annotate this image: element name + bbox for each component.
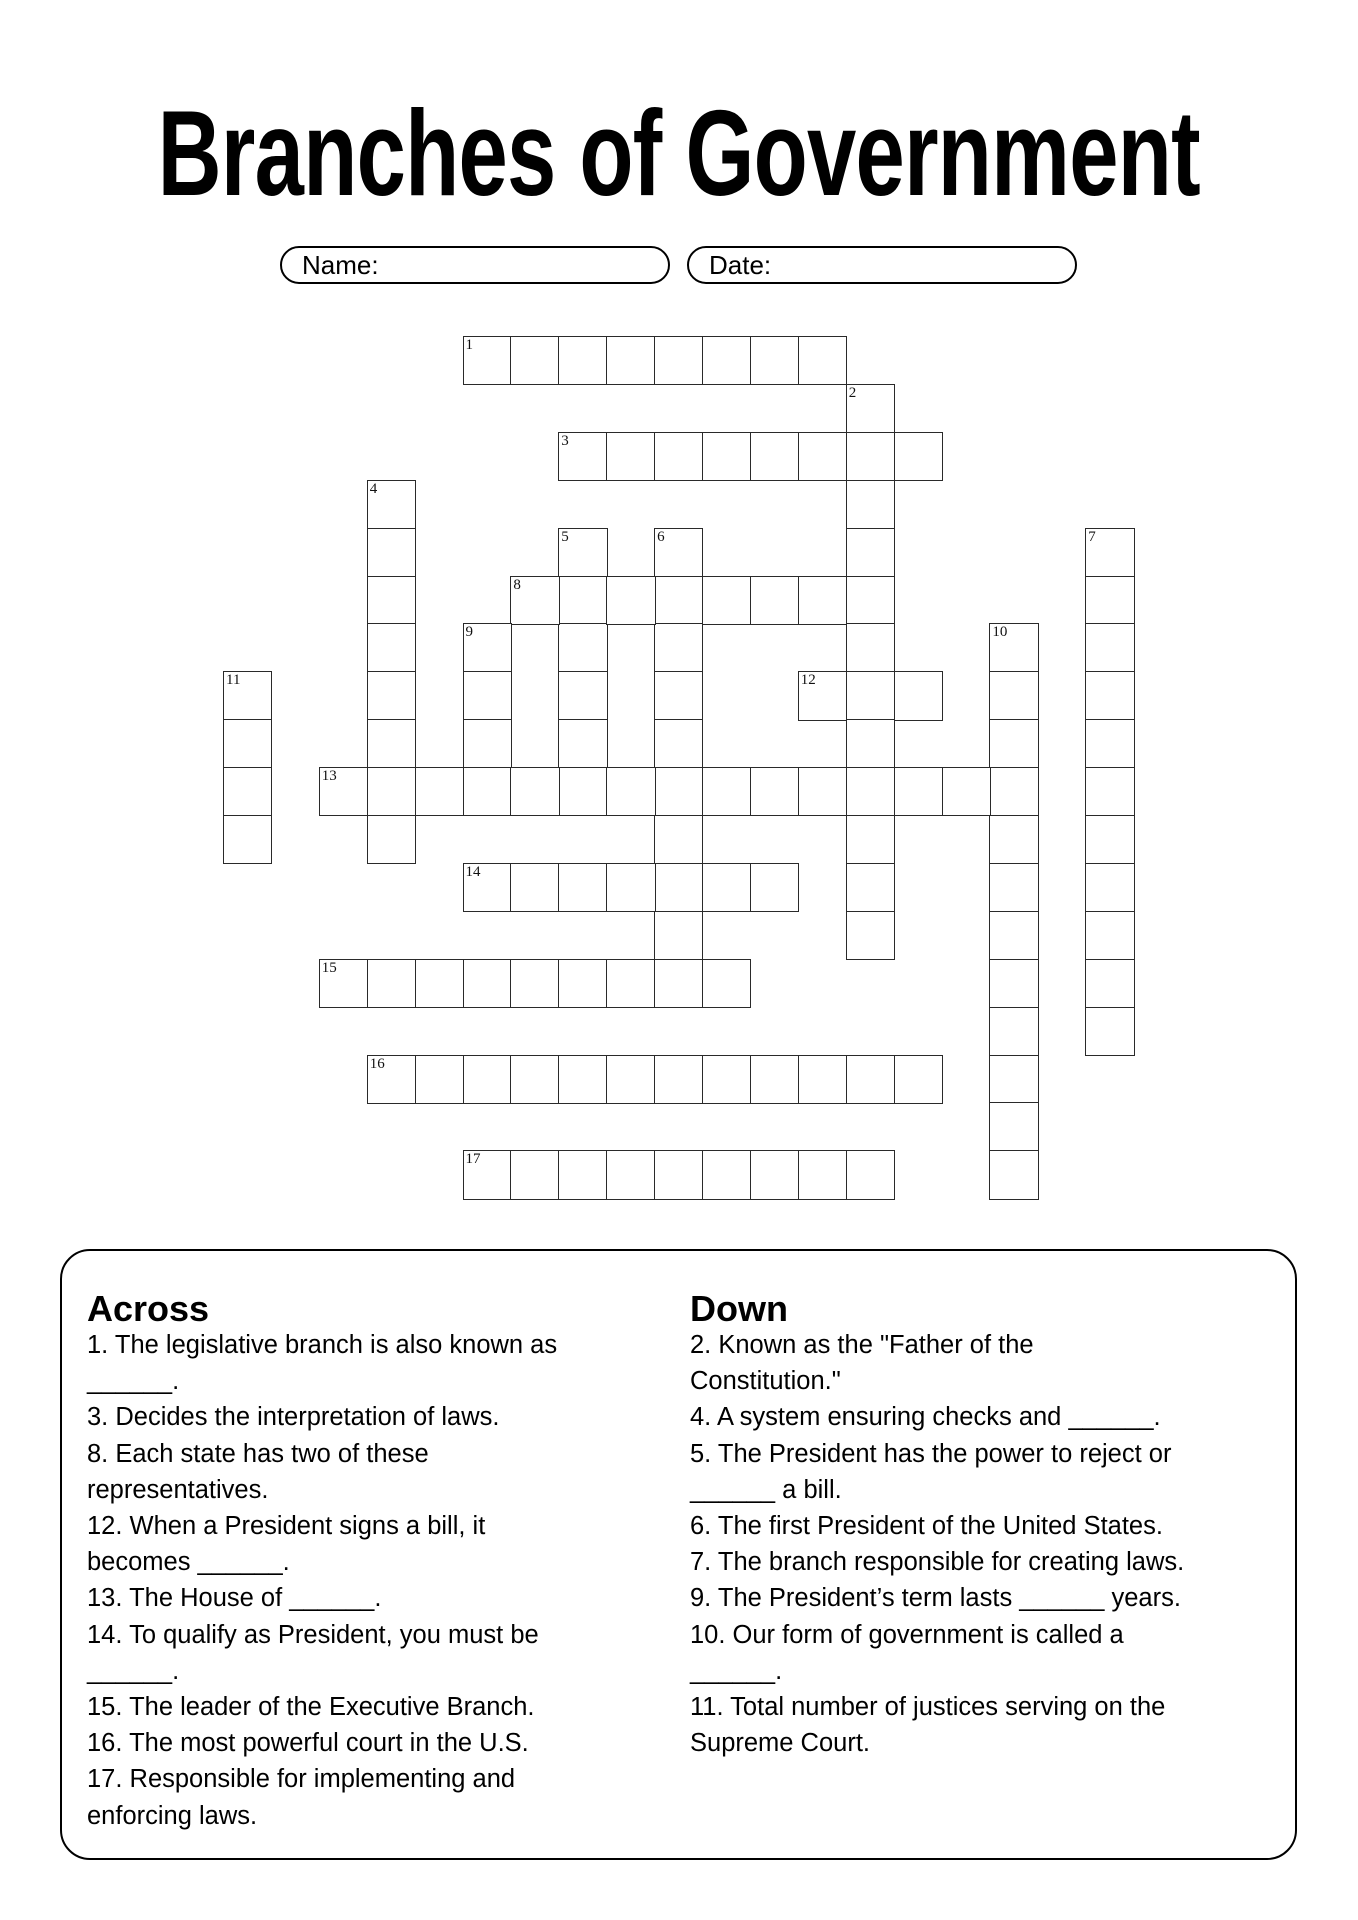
name-field[interactable] <box>280 246 670 284</box>
crossword-cell[interactable] <box>463 959 512 1008</box>
down-clue: 11. Total number of justices serving on the Supreme Court. <box>690 1693 1166 1758</box>
crossword-cell[interactable] <box>798 767 847 816</box>
crossword-cell[interactable] <box>702 863 751 912</box>
crossword-cell[interactable] <box>989 911 1038 960</box>
crossword-cell[interactable] <box>415 959 464 1008</box>
crossword-cell[interactable] <box>558 432 607 481</box>
clue-number: 15 <box>321 959 337 976</box>
crossword-cell[interactable] <box>558 719 607 768</box>
across-clue: 1. The legislative branch is also known as ______. <box>87 1331 558 1396</box>
crossword-cell[interactable] <box>558 1055 607 1104</box>
crossword-cell[interactable] <box>989 1102 1038 1151</box>
crossword-cell[interactable] <box>367 623 416 672</box>
clue-number: 7 <box>1088 528 1096 545</box>
down-clue: 10. Our form of government is called a ______. <box>690 1620 1124 1685</box>
crossword-cell[interactable] <box>846 623 895 672</box>
clue-number: 3 <box>561 432 569 449</box>
down-clue: 9. The President’s term lasts ______ years. <box>690 1584 1181 1613</box>
down-clue: 5. The President has the power to reject or ______ a bill. <box>690 1439 1172 1504</box>
crossword-cell[interactable] <box>510 336 559 385</box>
across-heading: Across <box>87 1288 210 1329</box>
crossword-cell[interactable] <box>558 863 607 912</box>
across-clue: 3. Decides the interpretation of laws. <box>87 1403 500 1432</box>
crossword-cell[interactable] <box>798 576 847 625</box>
crossword-cell[interactable] <box>1085 1007 1134 1056</box>
crossword-cell[interactable] <box>510 959 559 1008</box>
crossword-cell[interactable] <box>463 767 512 816</box>
crossword-cell[interactable] <box>510 863 559 912</box>
crossword-cell[interactable] <box>463 863 512 912</box>
crossword-cell[interactable] <box>223 767 272 816</box>
crossword-cell[interactable] <box>894 1055 943 1104</box>
crossword-cell[interactable] <box>798 432 847 481</box>
across-clue: 16. The most powerful court in the U.S. <box>87 1729 529 1758</box>
crossword-cell[interactable] <box>463 719 512 768</box>
crossword-cell[interactable] <box>367 480 416 529</box>
crossword-cell[interactable] <box>654 1150 703 1199</box>
crossword-cell[interactable] <box>606 959 655 1008</box>
crossword-cell[interactable] <box>989 1055 1038 1104</box>
crossword-cell[interactable] <box>846 432 895 481</box>
crossword-cell[interactable] <box>463 623 512 672</box>
crossword-cell[interactable] <box>1085 863 1134 912</box>
name-label: Name: <box>302 250 379 280</box>
crossword-cell[interactable] <box>750 576 799 625</box>
crossword-cell[interactable] <box>846 719 895 768</box>
crossword-cell[interactable] <box>367 1055 416 1104</box>
crossword-cell[interactable] <box>654 623 703 672</box>
crossword-cell[interactable] <box>654 911 703 960</box>
crossword-cell[interactable] <box>223 719 272 768</box>
crossword-cell[interactable] <box>846 1150 895 1199</box>
crossword-cell[interactable] <box>942 767 991 816</box>
clue-number: 1 <box>465 337 473 353</box>
crossword-cell[interactable] <box>463 1055 512 1104</box>
crossword-cell[interactable] <box>367 576 416 625</box>
down-clue: 6. The first President of the United States. <box>690 1512 1163 1541</box>
clue-number: 12 <box>800 672 816 689</box>
crossword-cell[interactable] <box>846 815 895 864</box>
crossword-cell[interactable] <box>606 1150 655 1199</box>
crossword-cell[interactable] <box>654 576 703 625</box>
crossword-cell[interactable] <box>606 1055 655 1104</box>
crossword-cell[interactable] <box>798 1150 847 1199</box>
crossword-cell[interactable] <box>1085 623 1134 672</box>
crossword-cell[interactable] <box>989 671 1038 720</box>
crossword-cell[interactable] <box>654 1055 703 1104</box>
clue-number: 10 <box>992 624 1008 641</box>
crossword-cell[interactable] <box>558 671 607 720</box>
across-clue: 8. Each state has two of these representatives. <box>87 1439 429 1504</box>
down-heading: Down <box>690 1288 788 1329</box>
crossword-cell[interactable] <box>846 576 895 625</box>
crossword-cell[interactable] <box>654 432 703 481</box>
crossword-cell[interactable] <box>989 863 1038 912</box>
crossword-cell[interactable] <box>846 480 895 529</box>
crossword-cell[interactable] <box>558 959 607 1008</box>
crossword-cell[interactable] <box>606 576 655 625</box>
across-clue: 15. The leader of the Executive Branch. <box>87 1693 535 1722</box>
crossword-cell[interactable] <box>750 767 799 816</box>
crossword-cell[interactable] <box>702 767 751 816</box>
crossword-cell[interactable] <box>846 671 895 720</box>
down-clue: 2. Known as the "Father of the Constitution." <box>690 1331 1034 1396</box>
down-clue-list <box>690 1327 1290 1761</box>
across-clue: 12. When a President signs a bill, it becomes ______. <box>87 1512 486 1577</box>
crossword-cell[interactable] <box>367 959 416 1008</box>
crossword-cell[interactable] <box>367 528 416 577</box>
crossword-cell[interactable] <box>367 767 416 816</box>
crossword-cell[interactable] <box>894 767 943 816</box>
crossword-cell[interactable] <box>510 576 559 625</box>
clue-number: 13 <box>321 768 337 785</box>
clue-number: 16 <box>369 1055 385 1072</box>
crossword-cell[interactable] <box>654 336 703 385</box>
crossword-cell[interactable] <box>558 336 607 385</box>
crossword-cell[interactable] <box>558 1150 607 1199</box>
clue-number: 17 <box>465 1151 481 1168</box>
crossword-cell[interactable] <box>1085 719 1134 768</box>
crossword-cell[interactable] <box>415 1055 464 1104</box>
crossword-cell[interactable] <box>558 623 607 672</box>
crossword-cell[interactable] <box>1085 767 1134 816</box>
crossword-cell[interactable] <box>894 671 943 720</box>
crossword-cell[interactable] <box>702 432 751 481</box>
crossword-cell[interactable] <box>510 1055 559 1104</box>
crossword-cell[interactable] <box>1085 911 1134 960</box>
crossword-cell[interactable] <box>558 576 607 625</box>
crossword-cell[interactable] <box>702 576 751 625</box>
crossword-cell[interactable] <box>367 671 416 720</box>
crossword-cell[interactable] <box>654 815 703 864</box>
crossword-cell[interactable] <box>606 767 655 816</box>
crossword-cell[interactable] <box>750 1150 799 1199</box>
clue-number: 4 <box>369 480 378 497</box>
crossword-cell[interactable] <box>846 384 895 433</box>
crossword-cell[interactable] <box>798 336 847 385</box>
crossword-cell[interactable] <box>319 767 368 816</box>
crossword-cell[interactable] <box>989 767 1038 816</box>
crossword-cell[interactable] <box>606 336 655 385</box>
crossword-cell[interactable] <box>367 815 416 864</box>
crossword-cell[interactable] <box>654 671 703 720</box>
crossword-cell[interactable] <box>702 336 751 385</box>
crossword-cell[interactable] <box>510 767 559 816</box>
crossword-cell[interactable] <box>654 767 703 816</box>
clue-number: 14 <box>465 863 481 880</box>
crossword-cell[interactable] <box>463 336 512 385</box>
crossword-cell[interactable] <box>989 719 1038 768</box>
crossword-cell[interactable] <box>415 767 464 816</box>
down-clue: 4. A system ensuring checks and ______. <box>690 1403 1161 1432</box>
title-wrapper <box>0 85 1358 221</box>
crossword-cell[interactable] <box>846 911 895 960</box>
across-clue: 14. To qualify as President, you must be ______. <box>87 1620 539 1685</box>
crossword-cell[interactable] <box>750 863 799 912</box>
crossword-cell[interactable] <box>750 432 799 481</box>
crossword-cell[interactable] <box>846 767 895 816</box>
crossword-cell[interactable] <box>989 959 1038 1008</box>
clue-number: 8 <box>513 576 521 593</box>
crossword-cell[interactable] <box>463 671 512 720</box>
crossword-cell[interactable] <box>846 528 895 577</box>
crossword-cell[interactable] <box>798 671 847 720</box>
crossword-cell[interactable] <box>558 767 607 816</box>
crossword-cell[interactable] <box>798 1055 847 1104</box>
crossword-cell[interactable] <box>702 1150 751 1199</box>
crossword-cell[interactable] <box>319 959 368 1008</box>
across-column <box>87 1289 677 1834</box>
crossword-cell[interactable] <box>1085 815 1134 864</box>
clue-box <box>60 1249 1297 1860</box>
clue-number: 6 <box>657 528 665 545</box>
crossword-cell[interactable] <box>558 528 607 577</box>
crossword-cell[interactable] <box>989 623 1038 672</box>
clue-number: 11 <box>226 672 241 689</box>
crossword-cell[interactable] <box>894 432 943 481</box>
down-column <box>690 1289 1290 1761</box>
crossword-cell[interactable] <box>989 815 1038 864</box>
clue-number: 5 <box>561 528 569 545</box>
crossword-cell[interactable] <box>750 1055 799 1104</box>
across-clue: 13. The House of ______. <box>87 1584 382 1613</box>
crossword-cell[interactable] <box>989 1007 1038 1056</box>
crossword-cell[interactable] <box>223 815 272 864</box>
crossword-cell[interactable] <box>367 719 416 768</box>
across-clue-list <box>87 1327 677 1834</box>
crossword-cell[interactable] <box>606 432 655 481</box>
crossword-cell[interactable] <box>223 671 272 720</box>
crossword-cell[interactable] <box>1085 959 1134 1008</box>
crossword-cell[interactable] <box>606 863 655 912</box>
crossword-cell[interactable] <box>750 336 799 385</box>
crossword-cell[interactable] <box>654 863 703 912</box>
crossword-cell[interactable] <box>1085 576 1134 625</box>
crossword-cell[interactable] <box>989 1150 1038 1199</box>
page-title: Branches of Government <box>157 85 1201 221</box>
crossword-cell[interactable] <box>510 1150 559 1199</box>
crossword-cell[interactable] <box>702 1055 751 1104</box>
crossword-cell[interactable] <box>654 719 703 768</box>
down-clue: 7. The branch responsible for creating laws. <box>690 1548 1185 1577</box>
crossword-cell[interactable] <box>1085 528 1134 577</box>
across-clue: 17. Responsible for implementing and enforcing laws. <box>87 1765 516 1830</box>
crossword-cell[interactable] <box>654 528 703 577</box>
crossword-cell[interactable] <box>846 1055 895 1104</box>
crossword-cell[interactable] <box>846 863 895 912</box>
clue-number: 2 <box>848 384 857 401</box>
crossword-cell[interactable] <box>463 1150 512 1199</box>
crossword-cell[interactable] <box>702 959 751 1008</box>
crossword-cell[interactable] <box>1085 671 1134 720</box>
crossword-cell[interactable] <box>654 959 703 1008</box>
clue-number: 9 <box>465 624 473 641</box>
date-label: Date: <box>709 250 772 280</box>
date-field[interactable] <box>687 246 1077 284</box>
